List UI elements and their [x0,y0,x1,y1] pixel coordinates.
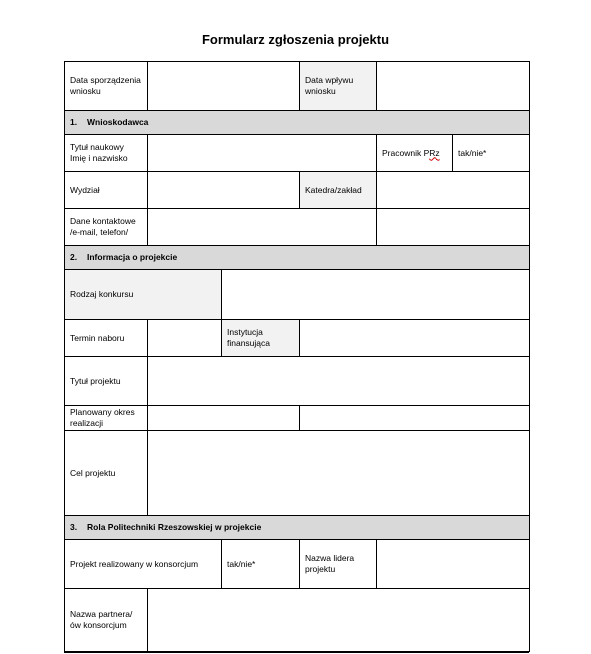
deadline-label: Termin naboru [65,320,148,357]
planned-period-end-field[interactable] [300,406,530,431]
title-name-label: Tytuł naukowy Imię i nazwisko [65,135,148,172]
planned-period-row [65,406,530,431]
project-title-field[interactable] [148,357,530,406]
faculty-label: Wydział [65,172,148,209]
deadline-row [65,320,530,357]
applicant-name-row [65,135,530,172]
date-received-label: Data wpływu wniosku [300,62,377,111]
consortium-value[interactable]: tak/nie* [222,540,300,589]
date-prepared-label: Data sporządzenia wniosku [65,62,148,111]
employee-label [377,135,453,172]
section-3-number: 3. [70,522,78,532]
competition-type-field[interactable] [222,270,530,320]
section-1-header [65,111,530,135]
form-title: Formularz zgłoszenia projektu [201,32,390,47]
department-label: Katedra/zakład [300,172,377,209]
project-title-row [65,357,530,406]
project-form-table [64,61,530,652]
section-3-title [65,516,530,540]
planned-period-label: Planowany okres realizacji [65,406,148,431]
department-field[interactable] [377,172,530,209]
project-goal-label: Cel projektu [65,431,148,516]
funding-institution-field[interactable] [300,320,530,357]
title-name-field[interactable] [148,135,377,172]
deadline-field[interactable] [148,320,222,357]
employee-label-marked: Rz [429,147,440,158]
leader-name-field[interactable] [377,540,530,589]
project-goal-field[interactable] [148,431,530,516]
contact-field[interactable] [148,209,377,246]
funding-institution-label: Instytucja finansująca [222,320,300,357]
section-3-title-text: Rola Politechniki Rzeszowskiej w projekcie [87,522,262,532]
section-2-title-text: Informacja o projekcie [87,252,178,262]
section-1-title-text: Wnioskodawca [87,117,149,127]
consortium-row [65,540,530,589]
faculty-row [65,172,530,209]
competition-type-label: Rodzaj konkursu [65,270,222,320]
employee-value[interactable]: tak/nie* [453,135,530,172]
section-3-header [65,516,530,540]
section-2-title [65,246,530,270]
contact-label: Dane kontaktowe /e-mail, telefon/ [65,209,148,246]
section-2-header [65,246,530,270]
section-1-title [65,111,530,135]
partner-name-label: Nazwa partnera/ów konsorcjum [65,589,148,652]
employee-label-prefix: Pracownik P [382,147,430,158]
planned-period-start-field[interactable] [148,406,300,431]
project-title-label: Tytuł projektu [65,357,148,406]
date-prepared-field[interactable] [148,62,300,111]
section-1-number: 1. [70,117,78,127]
project-goal-row [65,431,530,516]
date-received-field[interactable] [377,62,530,111]
faculty-field[interactable] [148,172,300,209]
header-row [65,62,530,111]
partner-row [65,589,530,652]
competition-type-row [65,270,530,320]
leader-name-label: Nazwa lidera projektu [300,540,377,589]
section-2-number: 2. [70,252,78,262]
consortium-label: Projekt realizowany w konsorcjum [65,540,222,589]
contact-row [65,209,530,246]
partner-name-field[interactable] [148,589,530,652]
contact-extra-field[interactable] [377,209,530,246]
